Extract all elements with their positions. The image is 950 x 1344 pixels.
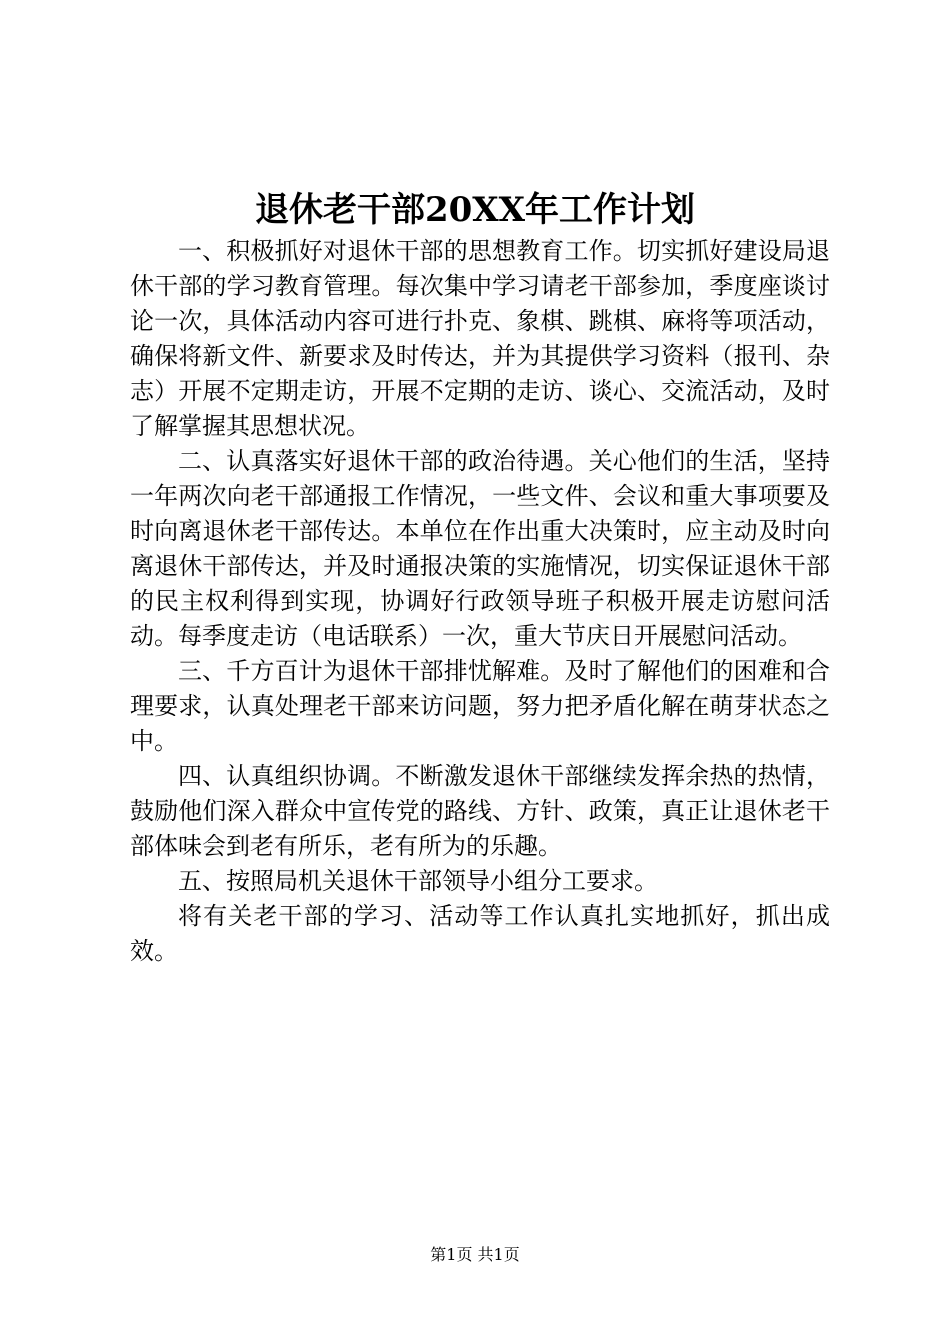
document-title: 退休老干部20XX年工作计划	[254, 190, 696, 230]
paragraph-2: 二、认真落实好退休干部的政治待遇。关心他们的生活，坚持一年两次向老干部通报工作情况，一些文件、会议和重大事项要及时向离退休老干部传达。本单位在作出重大决策时，应主动及时向离退休干部传达，并及时通报决策的实施情况，切实保证退休干部的民主权利得到实现，协调好行政领导班子积极开展走访慰问活动。每季度走访（电话联系）一次，重大节庆日开展慰问活动。	[130, 447, 830, 650]
paragraph-1: 一、积极抓好对退休干部的思想教育工作。切实抓好建设局退休干部的学习教育管理。每次集中学习请老干部参加，季度座谈讨论一次，具体活动内容可进行扑克、象棋、跳棋、麻将等项活动，确保将新文件、新要求及时传达，并为其提供学习资料（报刊、杂志）开展不定期走访，开展不定期的走访、谈心、交流活动，及时了解掌握其思想状况。	[130, 237, 830, 440]
paragraph-6: 将有关老干部的学习、活动等工作认真扎实地抓好，抓出成效。	[130, 902, 830, 965]
paragraph-5: 五、按照局机关退休干部领导小组分工要求。	[178, 867, 658, 895]
document-body	[130, 234, 830, 969]
page-footer: 第1页 共1页	[430, 1245, 520, 1264]
paragraph-4: 四、认真组织协调。不断激发退休干部继续发挥余热的热情，鼓励他们深入群众中宣传党的路线、方针、政策，真正让退休老干部体味会到老有所乐，老有所为的乐趣。	[130, 762, 830, 860]
paragraph-3: 三、千方百计为退休干部排忧解难。及时了解他们的困难和合理要求，认真处理老干部来访问题，努力把矛盾化解在萌芽状态之中。	[130, 657, 830, 755]
